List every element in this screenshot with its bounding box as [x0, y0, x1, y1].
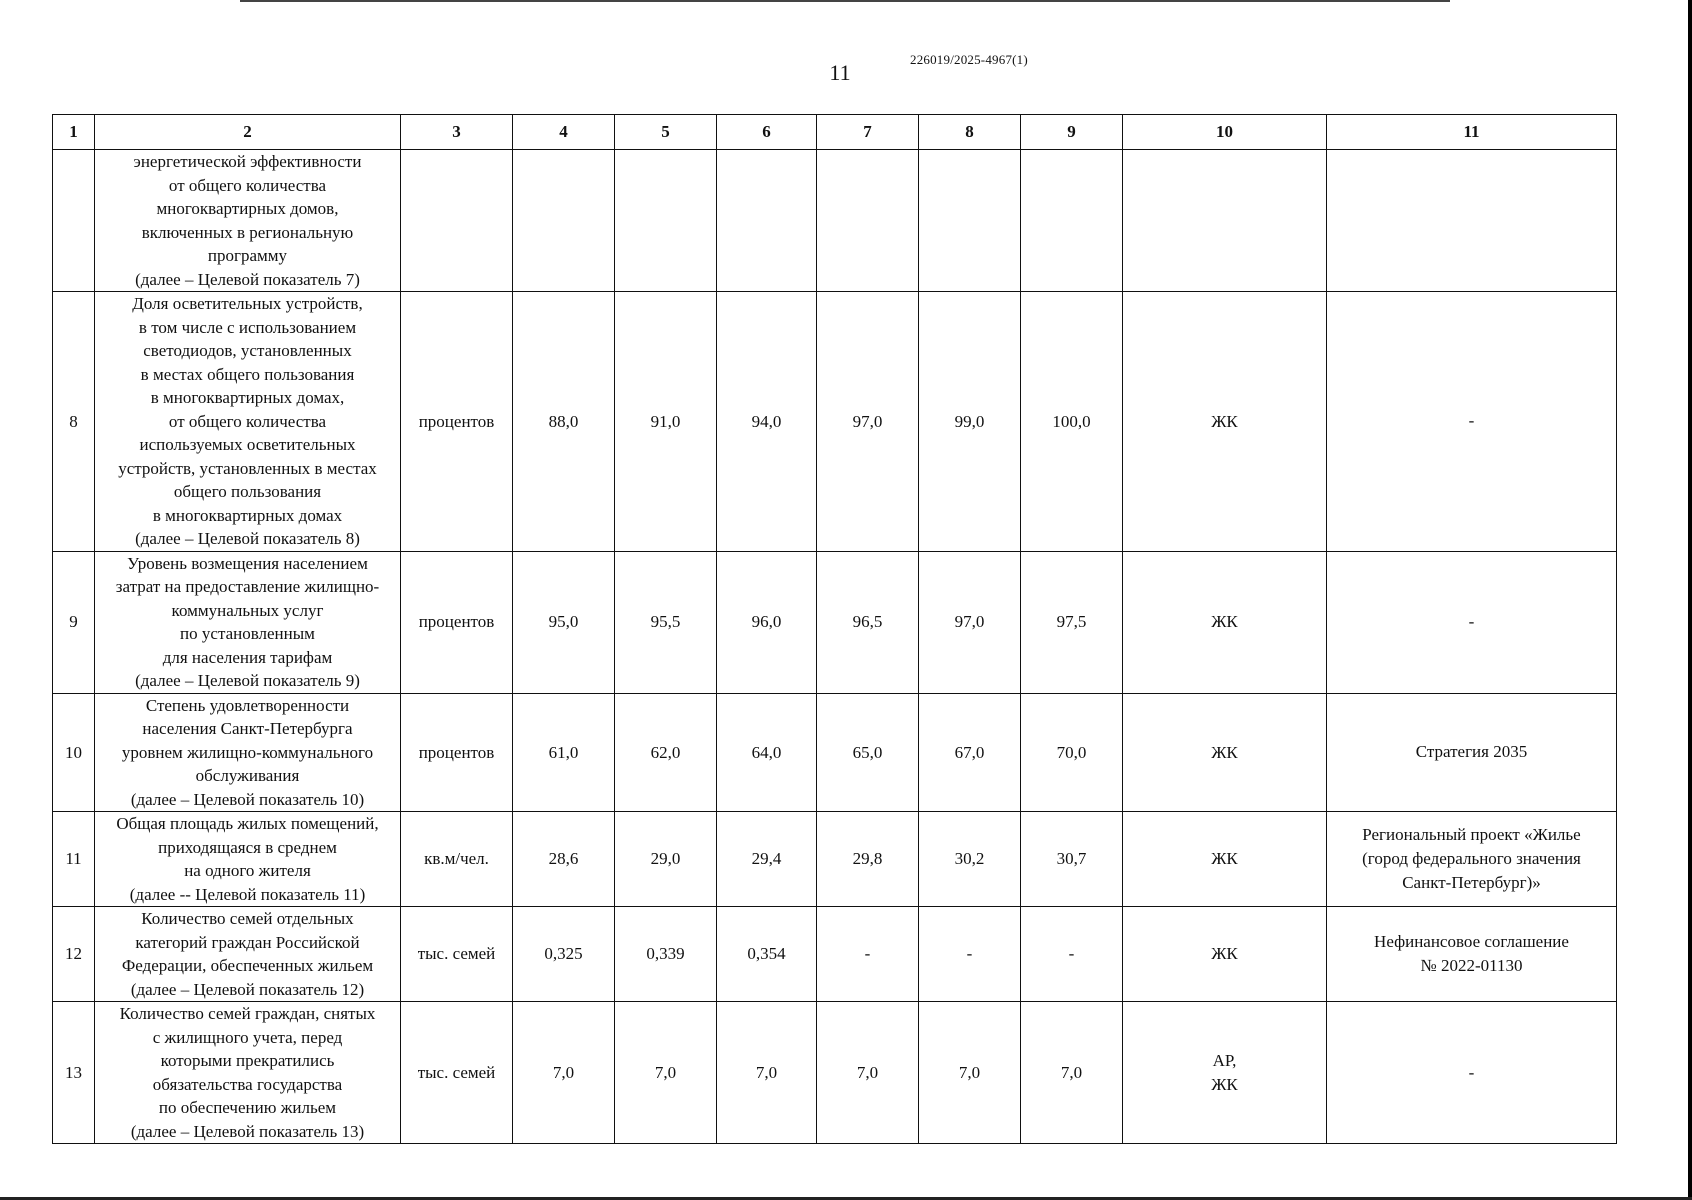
document-registration-code: 226019/2025-4967(1)	[910, 52, 1028, 67]
row-number-cell: 9	[53, 551, 95, 693]
value-cell-v6: 96,0	[717, 551, 817, 693]
value-cell-v9: 30,7	[1021, 812, 1123, 907]
unit-cell: тыс. семей	[401, 1002, 513, 1144]
column-header-9: 9	[1021, 115, 1123, 150]
indicator-name-cell-line: в многоквартирных домах	[152, 505, 343, 525]
source-cell-line: (город федерального значения	[1362, 849, 1581, 868]
unit-cell: кв.м/чел.	[401, 812, 513, 907]
value-cell-v5: 62,0	[615, 693, 717, 812]
column-header-5: 5	[615, 115, 717, 150]
row-number-cell: 13	[53, 1002, 95, 1144]
responsible-cell-line: АР,	[1212, 1051, 1237, 1070]
unit-cell	[401, 150, 513, 292]
indicator-name-cell-line: в том числе с использованием	[138, 317, 357, 337]
source-cell-line: № 2022-01130	[1420, 956, 1523, 975]
value-cell-v6: 29,4	[717, 812, 817, 907]
row-number-cell: 11	[53, 812, 95, 907]
value-cell-v9: 7,0	[1021, 1002, 1123, 1144]
value-cell-v7: -	[817, 907, 919, 1002]
column-header-7: 7	[817, 115, 919, 150]
indicator-name-cell-line: включенных в региональную	[141, 222, 354, 242]
responsible-cell-line: ЖК	[1211, 411, 1238, 431]
value-cell-v8	[919, 150, 1021, 292]
responsible-cell	[1123, 551, 1327, 693]
indicator-name-cell-line: программу	[207, 246, 288, 265]
table-row	[53, 1002, 1617, 1144]
column-header-2: 2	[95, 115, 401, 150]
value-cell-v4: 95,0	[513, 551, 615, 693]
value-cell-v5: 95,5	[615, 551, 717, 693]
indicator-name-cell-line: которыми прекратились	[160, 1051, 335, 1070]
value-cell-v6	[717, 150, 817, 292]
indicator-name-cell-line: обязательства государства	[152, 1074, 343, 1094]
indicator-name-cell-line: по установленным	[180, 624, 315, 643]
value-cell-v9: 100,0	[1021, 292, 1123, 552]
table-row	[53, 150, 1617, 292]
responsible-cell	[1123, 907, 1327, 1002]
indicator-name-cell-line: (далее – Целевой показатель 7)	[135, 269, 360, 289]
column-header-3: 3	[401, 115, 513, 150]
unit-cell: процентов	[401, 292, 513, 552]
source-cell	[1327, 551, 1617, 693]
unit-cell: тыс. семей	[401, 907, 513, 1002]
indicator-name-cell-line: Количество семей граждан, снятых	[119, 1004, 376, 1023]
table-row	[53, 812, 1617, 907]
value-cell-v6: 7,0	[717, 1002, 817, 1144]
value-cell-v9: 97,5	[1021, 551, 1123, 693]
table-row	[53, 693, 1617, 812]
indicator-name-cell-line: на одного жителя	[184, 861, 311, 880]
row-number-cell: 8	[53, 292, 95, 552]
indicator-name-cell-line: Федерации, обеспеченных жильем	[121, 956, 374, 975]
value-cell-v6: 94,0	[717, 292, 817, 552]
indicator-name-cell-line: Общая площадь жилых помещений,	[116, 814, 379, 833]
column-header-10: 10	[1123, 115, 1327, 150]
table-body	[53, 150, 1617, 1144]
value-cell-v4: 28,6	[513, 812, 615, 907]
indicator-name-cell-line: категорий граждан Российской	[135, 932, 360, 952]
indicator-name-cell-line: (далее – Целевой показатель 12)	[130, 979, 365, 999]
value-cell-v5: 29,0	[615, 812, 717, 907]
value-cell-v9: 70,0	[1021, 693, 1123, 812]
indicator-name-cell	[95, 812, 401, 907]
source-cell-line: -	[1468, 612, 1475, 631]
indicator-name-cell-line: устройств, установленных в местах	[118, 458, 377, 478]
indicator-name-cell-line: коммунальных услуг	[171, 600, 324, 620]
source-cell	[1327, 812, 1617, 907]
source-cell-line: Региональный проект «Жилье	[1362, 825, 1581, 844]
indicator-name-cell-line: (далее – Целевой показатель 13)	[130, 1121, 365, 1141]
responsible-cell-line: ЖК	[1211, 944, 1238, 964]
indicator-name-cell	[95, 1002, 401, 1144]
responsible-cell-line: ЖК	[1211, 1074, 1238, 1094]
indicator-name-cell-line: приходящаяся в среднем	[158, 837, 337, 857]
column-header-4: 4	[513, 115, 615, 150]
value-cell-v4: 61,0	[513, 693, 615, 812]
indicator-name-cell-line: затрат на предоставление жилищно-	[115, 577, 380, 596]
value-cell-v7: 29,8	[817, 812, 919, 907]
responsible-cell	[1123, 292, 1327, 552]
indicator-name-cell-line: в многоквартирных домах,	[150, 388, 345, 407]
row-number-cell: 12	[53, 907, 95, 1002]
value-cell-v4: 0,325	[513, 907, 615, 1002]
value-cell-v6: 0,354	[717, 907, 817, 1002]
indicator-name-cell	[95, 150, 401, 292]
value-cell-v8: 97,0	[919, 551, 1021, 693]
value-cell-v8: 67,0	[919, 693, 1021, 812]
responsible-cell	[1123, 812, 1327, 907]
indicator-name-cell-line: обслуживания	[195, 766, 300, 785]
indicator-name-cell-line: (далее – Целевой показатель 9)	[135, 671, 360, 690]
table-header-row	[53, 115, 1617, 150]
value-cell-v7	[817, 150, 919, 292]
value-cell-v4: 88,0	[513, 292, 615, 552]
indicator-name-cell-line: (далее – Целевой показатель 8)	[135, 529, 360, 548]
value-cell-v7: 97,0	[817, 292, 919, 552]
source-cell-line: Санкт-Петербург)»	[1402, 873, 1541, 892]
responsible-cell	[1123, 150, 1327, 292]
indicator-name-cell-line: населения Санкт-Петербурга	[142, 719, 353, 738]
indicator-name-cell-line: общего пользования	[173, 482, 322, 501]
page-frame-top-edge	[240, 0, 1450, 2]
responsible-cell-line: ЖК	[1211, 612, 1238, 632]
column-header-1: 1	[53, 115, 95, 150]
indicator-name-cell	[95, 551, 401, 693]
source-cell	[1327, 1002, 1617, 1144]
value-cell-v6: 64,0	[717, 693, 817, 812]
responsible-cell	[1123, 1002, 1327, 1144]
value-cell-v7: 65,0	[817, 693, 919, 812]
page-frame-right-edge	[1688, 0, 1692, 1200]
indicator-name-cell-line: используемых осветительных	[139, 435, 356, 454]
value-cell-v8: 7,0	[919, 1002, 1021, 1144]
indicator-name-cell-line: многоквартирных домов,	[156, 199, 339, 218]
indicator-name-cell-line: с жилищного учета, перед	[152, 1027, 343, 1047]
indicator-name-cell-line: (далее -- Целевой показатель 11)	[129, 884, 366, 904]
column-header-6: 6	[717, 115, 817, 150]
indicator-name-cell-line: от общего количества	[168, 411, 327, 431]
target-indicators-table	[52, 114, 1617, 1144]
source-cell	[1327, 693, 1617, 812]
indicator-name-cell-line: Уровень возмещения населением	[127, 553, 368, 573]
source-cell-line: -	[1468, 411, 1475, 431]
indicator-name-cell-line: уровнем жилищно-коммунального	[121, 742, 374, 762]
table-row	[53, 292, 1617, 552]
value-cell-v4	[513, 150, 615, 292]
indicator-name-cell	[95, 907, 401, 1002]
indicator-name-cell-line: в местах общего пользования	[140, 364, 355, 384]
indicator-name-cell	[95, 292, 401, 552]
indicator-name-cell-line: Доля осветительных устройств,	[132, 294, 363, 313]
indicator-name-cell-line: для населения тарифам	[162, 647, 333, 667]
source-cell	[1327, 150, 1617, 292]
column-header-11: 11	[1327, 115, 1617, 150]
source-cell-line: -	[1468, 1062, 1475, 1082]
indicator-name-cell-line: от общего количества	[168, 175, 327, 195]
indicator-name-cell	[95, 693, 401, 812]
value-cell-v8: 99,0	[919, 292, 1021, 552]
value-cell-v7: 7,0	[817, 1002, 919, 1144]
value-cell-v5: 7,0	[615, 1002, 717, 1144]
unit-cell: процентов	[401, 551, 513, 693]
value-cell-v5: 0,339	[615, 907, 717, 1002]
value-cell-v9: -	[1021, 907, 1123, 1002]
value-cell-v5	[615, 150, 717, 292]
column-header-8: 8	[919, 115, 1021, 150]
table-row	[53, 551, 1617, 693]
source-cell	[1327, 292, 1617, 552]
value-cell-v4: 7,0	[513, 1002, 615, 1144]
value-cell-v7: 96,5	[817, 551, 919, 693]
row-number-cell: 10	[53, 693, 95, 812]
source-cell	[1327, 907, 1617, 1002]
row-number-cell	[53, 150, 95, 292]
indicator-name-cell-line: светодиодов, установленных	[143, 341, 352, 360]
indicator-name-cell-line: (далее – Целевой показатель 10)	[130, 789, 365, 809]
page-number: 11	[829, 60, 851, 85]
value-cell-v5: 91,0	[615, 292, 717, 552]
source-cell-line: Нефинансовое соглашение	[1374, 932, 1569, 951]
table-row	[53, 907, 1617, 1002]
responsible-cell-line: ЖК	[1211, 742, 1238, 762]
indicator-name-cell-line: по обеспечению жильем	[158, 1098, 337, 1117]
indicator-name-cell-line: Количество семей отдельных	[141, 909, 354, 928]
responsible-cell-line: ЖК	[1211, 849, 1238, 869]
indicator-name-cell-line: Степень удовлетворенности	[145, 695, 350, 715]
value-cell-v8: 30,2	[919, 812, 1021, 907]
value-cell-v9	[1021, 150, 1123, 292]
responsible-cell	[1123, 693, 1327, 812]
source-cell-line: Стратегия 2035	[1415, 742, 1528, 762]
unit-cell: процентов	[401, 693, 513, 812]
value-cell-v8: -	[919, 907, 1021, 1002]
indicator-name-cell-line: энергетической эффективности	[133, 152, 362, 171]
